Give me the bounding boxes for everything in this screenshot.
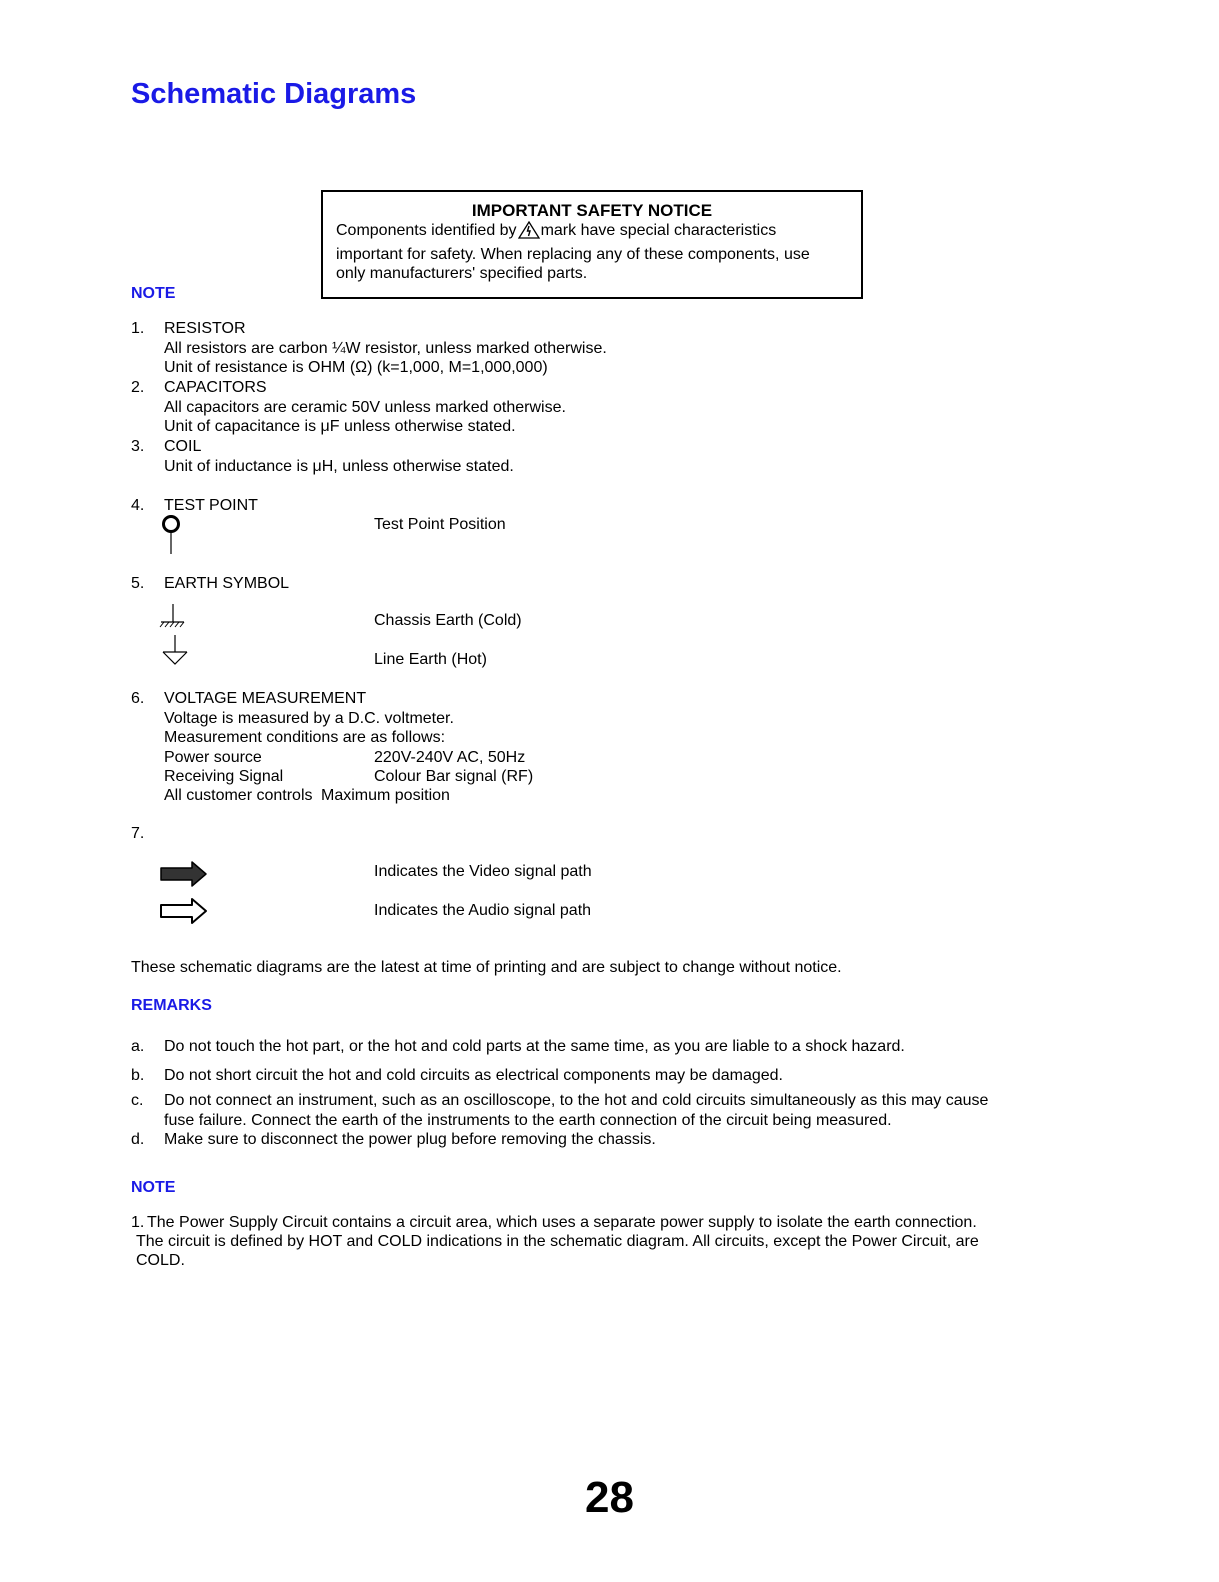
note-1-line2: Unit of resistance is OHM (Ω) (k=1,000, M=1,000,000) [164, 359, 548, 376]
note-7-number: 7. [131, 825, 145, 842]
remark-c-line1: Do not connect an instrument, such as an oscilloscope, to the hot and cold circuits simultaneously as this may cause [164, 1092, 989, 1109]
safety-notice-line1-before: Components identified by [336, 222, 517, 239]
safety-notice-body [336, 221, 810, 284]
page-number: 28 [585, 1473, 634, 1522]
note2-line1: The Power Supply Circuit contains a circuit area, which uses a separate power supply to isolate the earth connection. [147, 1214, 977, 1231]
remark-b-letter: b. [131, 1067, 145, 1084]
note-3-line1: Unit of inductance is μH, unless otherwise stated. [164, 457, 514, 475]
test-point-description: Test Point Position [374, 516, 506, 533]
safety-notice-line2: important for safety. When replacing any of these components, use [336, 245, 810, 263]
chassis-earth-label: Chassis Earth (Cold) [374, 612, 522, 629]
note-1-title: RESISTOR [164, 320, 246, 337]
remarks-heading: REMARKS [131, 997, 212, 1014]
video-signal-label: Indicates the Video signal path [374, 863, 592, 880]
remark-c-block [164, 1091, 988, 1130]
note-6-line2: Measurement conditions are as follows: [164, 729, 446, 746]
measurement-value-signal: Colour Bar signal (RF) [374, 768, 534, 785]
note-3-number: 3. [131, 438, 145, 455]
note-3-title: COIL [164, 438, 202, 455]
audio-signal-arrow-icon [160, 897, 208, 930]
note-3-block [164, 437, 514, 476]
latest-notice: These schematic diagrams are the latest at time of printing and are subject to change without notice. [131, 959, 842, 976]
safety-notice-title: IMPORTANT SAFETY NOTICE [471, 201, 713, 220]
chassis-earth-icon [154, 603, 188, 634]
audio-signal-label: Indicates the Audio signal path [374, 902, 592, 919]
remark-c-letter: c. [131, 1092, 144, 1109]
note-2-number: 2. [131, 379, 145, 396]
remark-d-text: Make sure to disconnect the power plug before removing the chassis. [164, 1131, 656, 1148]
test-point-icon [160, 513, 182, 560]
remark-a-text: Do not touch the hot part, or the hot and cold parts at the same time, as you are liable to a shock hazard. [164, 1038, 905, 1055]
note-5-number: 5. [131, 575, 145, 592]
measurement-value-power: 220V-240V AC, 50Hz [374, 749, 526, 766]
measurement-label-signal: Receiving Signal [164, 768, 284, 785]
safety-notice-line3: only manufacturers' specified parts. [336, 265, 588, 282]
note-4-title: TEST POINT [164, 497, 258, 514]
note-2-line2: Unit of capacitance is μF unless otherwise stated. [164, 418, 516, 435]
remark-b-text: Do not short circuit the hot and cold circuits as electrical components may be damaged. [164, 1067, 783, 1084]
video-signal-arrow-icon [160, 860, 208, 893]
note2-heading: NOTE [131, 1179, 176, 1196]
note-1-line1: All resistors are carbon ¼W resistor, unless marked otherwise. [164, 339, 607, 357]
safety-notice-line1-after: mark have special characteristics [540, 222, 777, 239]
note-6-title: VOLTAGE MEASUREMENT [164, 690, 367, 707]
note2-line3: COLD. [136, 1252, 185, 1269]
warning-triangle-icon [518, 221, 540, 245]
measurement-label-power: Power source [164, 749, 262, 766]
note-6-number: 6. [131, 690, 145, 707]
note2-line2: The circuit is defined by HOT and COLD indications in the schematic diagram. All circuits, except the Power Circuit, are [136, 1233, 979, 1250]
remark-d-letter: d. [131, 1131, 145, 1148]
note2-number: 1. [131, 1214, 145, 1231]
measurement-value-controls: Maximum position [321, 787, 450, 804]
note-4-number: 4. [131, 497, 145, 514]
note-6-block [164, 689, 454, 748]
measurement-label-controls: All customer controls [164, 787, 313, 804]
remark-c-line2: fuse failure. Connect the earth of the instruments to the earth connection of the circuit being measured. [164, 1111, 892, 1129]
remark-a-letter: a. [131, 1038, 145, 1055]
page-title: Schematic Diagrams [131, 78, 417, 110]
note-heading: NOTE [131, 285, 176, 302]
note-1-block [164, 319, 607, 378]
line-earth-icon [160, 634, 190, 671]
line-earth-label: Line Earth (Hot) [374, 651, 487, 668]
safety-notice-box [321, 190, 863, 299]
note-5-title: EARTH SYMBOL [164, 575, 290, 592]
note-6-line1: Voltage is measured by a D.C. voltmeter. [164, 709, 454, 727]
note-2-line1: All capacitors are ceramic 50V unless marked otherwise. [164, 398, 566, 416]
note-1-number: 1. [131, 320, 145, 337]
note-2-title: CAPACITORS [164, 379, 267, 396]
note-2-block [164, 378, 566, 437]
